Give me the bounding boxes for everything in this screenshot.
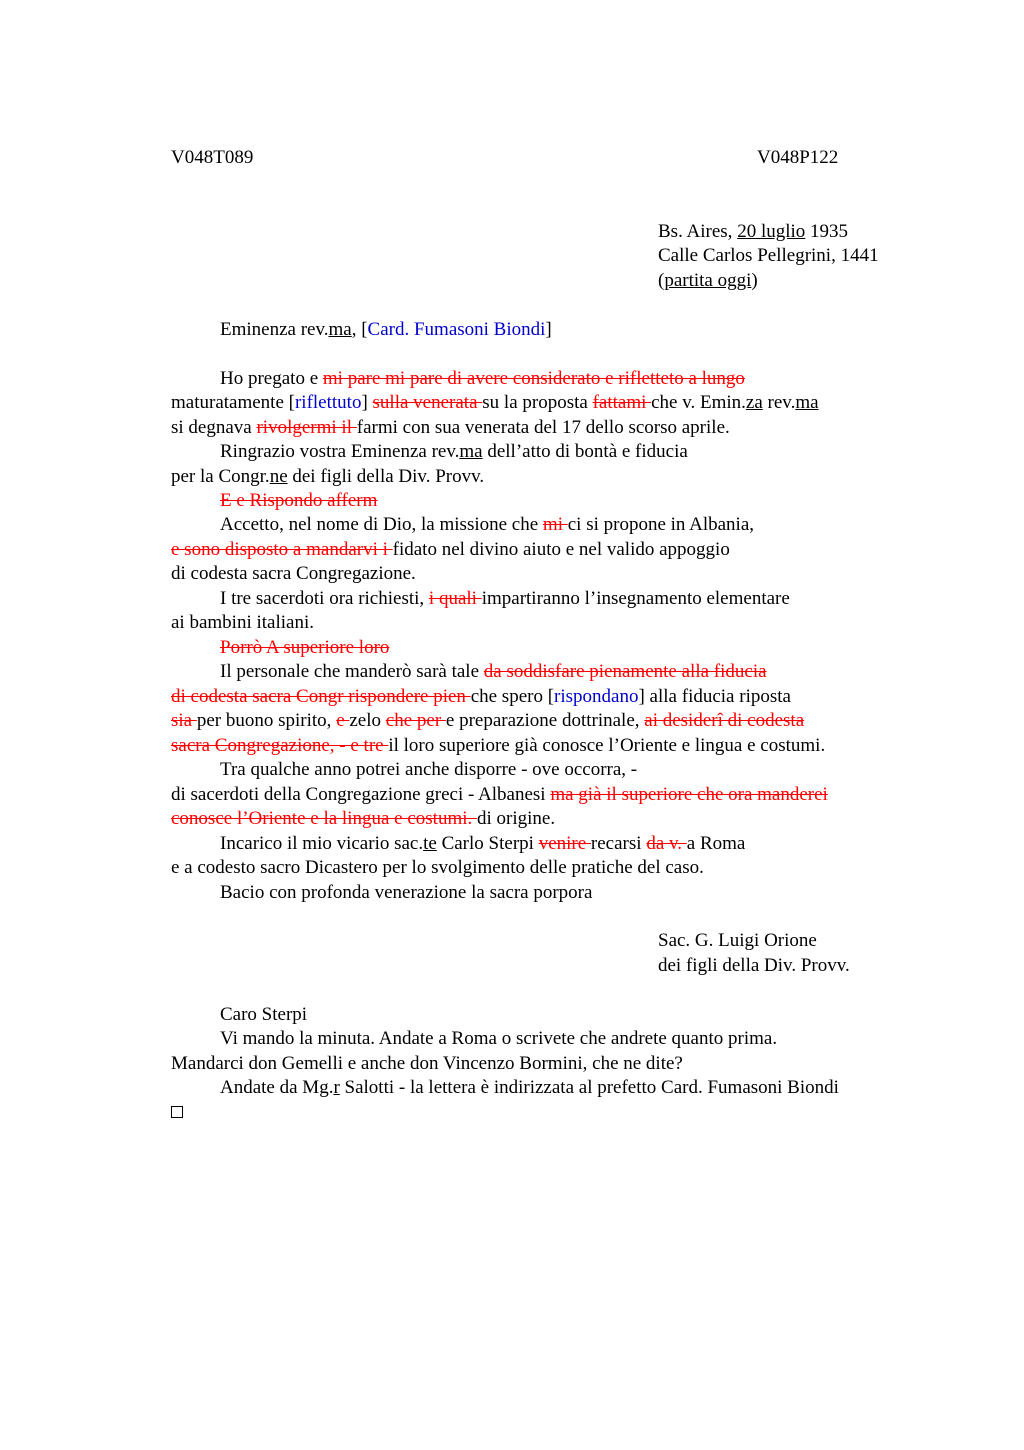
body-line: Incarico il mio vicario sac.te Carlo Sterpi venire recarsi da v. a Roma xyxy=(220,833,746,854)
doc-code-left: V048T089 xyxy=(171,147,254,168)
body-line: Tra qualche anno potrei anche disporre - ove occorra, - xyxy=(220,759,638,780)
deletion: Porrò A superiore loro xyxy=(220,637,390,658)
deletion: e sono disposto a mandarvi i xyxy=(171,539,393,560)
body-line: di codesta sacra Congregazione. xyxy=(171,563,416,584)
deletion: conosce l’Oriente e la lingua e costumi. xyxy=(171,808,478,829)
body-line: per la Congr.ne dei figli della Div. Provv. xyxy=(171,466,485,487)
body-line: Ringrazio vostra Eminenza rev.ma dell’atto di bontà e fiducia xyxy=(220,441,688,462)
deletion: ai desiderî di codesta xyxy=(644,710,805,731)
deletion: mi pare mi pare di avere considerato e rifletteto a lungo xyxy=(322,368,745,389)
deletion: venire xyxy=(538,833,591,854)
body-line: si degnava rivolgermi il farmi con sua venerata del 17 dello scorso aprile. xyxy=(171,417,730,438)
deletion: sacra Congregazione, - e tre xyxy=(171,735,389,756)
body-line xyxy=(220,490,377,512)
place-date: Bs. Aires, 20 luglio 1935 xyxy=(658,221,849,242)
body-line: e a codesto sacro Dicastero per lo svolgimento delle pratiche del caso. xyxy=(171,857,704,878)
doc-code-right: V048P122 xyxy=(757,147,839,168)
deletion: che per xyxy=(385,710,446,731)
recipient-name: Card. Fumasoni Biondi xyxy=(367,319,546,340)
deletion: sia xyxy=(171,710,197,731)
body-line: di sacerdoti della Congregazione greci - Albanesi ma già il superiore che ora manderei xyxy=(171,784,828,805)
postscript-salutation: Caro Sterpi xyxy=(220,1004,308,1025)
street-address: Calle Carlos Pellegrini, 1441 xyxy=(658,245,879,266)
body-line: e sono disposto a mandarvi i fidato nel divino aiuto e nel valido appoggio xyxy=(171,539,730,560)
body-line: ai bambini italiani. xyxy=(171,612,314,633)
body-line: maturatamente [riflettuto] sulla venerata su la proposta fattami che v. Emin.za rev.ma xyxy=(171,392,819,413)
body-line xyxy=(220,637,389,659)
postscript-line: Andate da Mg.r Salotti - la lettera è indirizzata al prefetto Card. Fumasoni Biondi xyxy=(220,1077,839,1098)
body-line: sia per buono spirito, e zelo che per e preparazione dottrinale, ai desiderî di codesta xyxy=(171,710,805,731)
end-box-icon xyxy=(171,1101,183,1123)
deletion: e xyxy=(336,710,350,731)
body-line: Ho pregato e mi pare mi pare di avere considerato e rifletteto a lungo xyxy=(220,368,745,389)
body-line: Accetto, nel nome di Dio, la missione che mi ci si propone in Albania, xyxy=(220,514,755,535)
body-line: di codesta sacra Congr rispondere pien che spero [rispondano] alla fiducia riposta xyxy=(171,686,791,707)
insertion: riflettuto xyxy=(294,392,362,413)
postscript-line: Mandarci don Gemelli e anche don Vincenzo Bormini, che ne dite? xyxy=(171,1053,683,1074)
deletion: E e Rispondo afferm xyxy=(220,490,378,511)
deletion: mi xyxy=(542,514,568,535)
body-line: Bacio con profonda venerazione la sacra porpora xyxy=(220,882,593,903)
body-line: Il personale che manderò sarà tale da soddisfare pienamente alla fiducia xyxy=(220,661,767,682)
insertion: rispondano xyxy=(554,686,639,707)
deletion: di codesta sacra Congr rispondere pien xyxy=(171,686,471,707)
body-line: sacra Congregazione, - e tre il loro superiore già conosce l’Oriente e lingua e costumi. xyxy=(171,735,826,756)
postscript-line: Vi mando la minuta. Andate a Roma o scrivete che andrete quanto prima. xyxy=(220,1028,778,1049)
deletion: da soddisfare pienamente alla fiducia xyxy=(483,661,767,682)
greeting: Eminenza rev.ma, [Card. Fumasoni Biondi] xyxy=(220,319,552,340)
deletion: rivolgermi il xyxy=(256,417,357,438)
body-line: conosce l’Oriente e la lingua e costumi. di origine. xyxy=(171,808,556,829)
signature-name: Sac. G. Luigi Orione xyxy=(658,930,817,951)
deletion: i quali xyxy=(428,588,482,609)
body-line: I tre sacerdoti ora richiesti, i quali impartiranno l’insegnamento elementare xyxy=(220,588,790,609)
departure-note: (partita oggi) xyxy=(658,270,758,291)
deletion: da v. xyxy=(646,833,687,854)
date: 20 luglio xyxy=(737,221,806,242)
deletion: ma già il superiore che ora manderei xyxy=(550,784,828,805)
signature-order: dei figli della Div. Provv. xyxy=(658,955,850,976)
deletion: fattami xyxy=(592,392,652,413)
deletion: sulla venerata xyxy=(372,392,483,413)
